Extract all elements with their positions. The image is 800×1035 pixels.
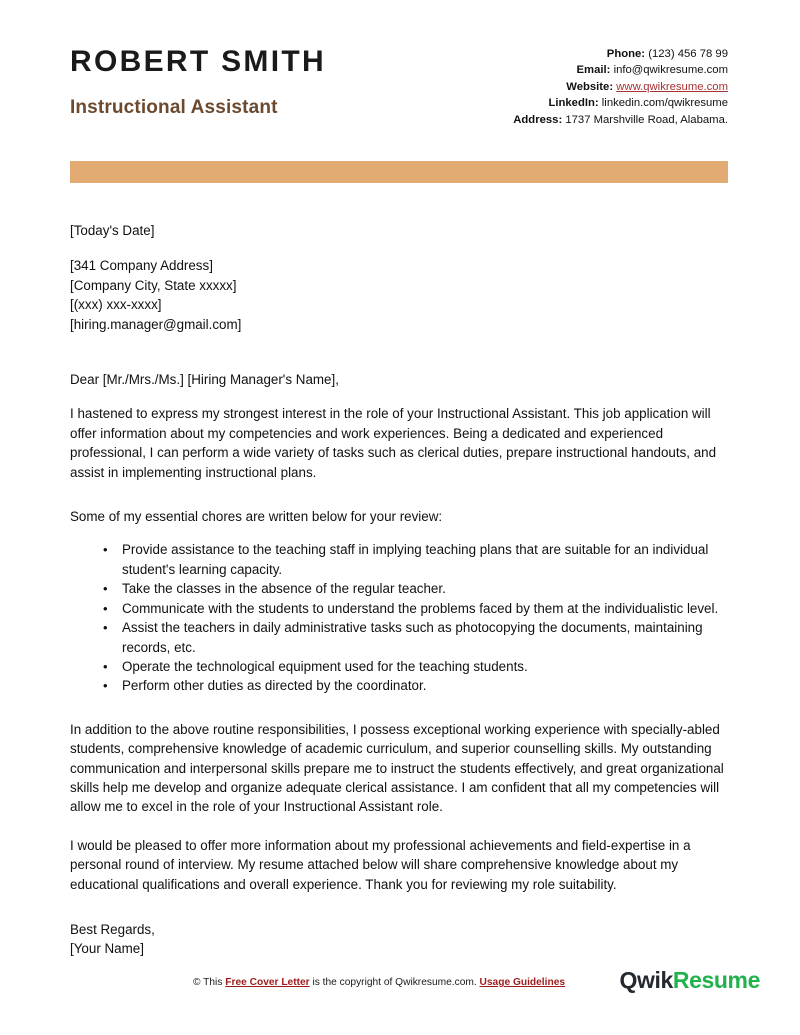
contact-label-linkedin: LinkedIn: xyxy=(548,97,599,110)
bullet-icon: • xyxy=(103,658,108,674)
contact-label-address: Address: xyxy=(513,113,563,126)
header-accent-bar xyxy=(70,161,728,183)
contact-value-website-link[interactable]: www.qwikresume.com xyxy=(616,80,728,93)
list-item-text: Communicate with the students to understand the problems faced by them at the individualistic level. xyxy=(122,600,719,616)
bullet-icon: • xyxy=(103,581,108,597)
list-item-text: Take the classes in the absence of the regular teacher. xyxy=(122,581,446,597)
list-item-text: Provide assistance to the teaching staff in implying teaching plans that are suitable for an individual student's learning capacity. xyxy=(122,542,709,577)
contact-row-website xyxy=(513,79,728,95)
document-footer xyxy=(0,965,800,1013)
logo-text-qwik: Qwik xyxy=(619,967,673,993)
signature-name: [Your Name] xyxy=(70,941,144,957)
letter-date: [Today's Date] xyxy=(70,223,155,238)
letter-closing-paragraph: I would be pleased to offer more information about my professional achievements and field-expertise in a personal round of interview. My resume attached below will share comprehensive knowledge about my educational qualifications and overall experience. Thank you for reviewing my role suitability. xyxy=(70,837,691,892)
contact-value-phone: (123) 456 78 99 xyxy=(648,48,728,60)
identity-block xyxy=(70,42,326,119)
copyright-prefix: This xyxy=(203,977,223,988)
list-item xyxy=(70,540,730,579)
contact-details xyxy=(513,42,728,128)
list-item-text: Operate the technological equipment used for the teaching students. xyxy=(122,658,528,674)
bullet-icon: • xyxy=(103,542,108,558)
sign-off: Best Regards, xyxy=(70,921,155,937)
recipient-line: [hiring.manager@gmail.com] xyxy=(70,316,242,332)
bullet-icon: • xyxy=(103,678,108,694)
contact-row-phone xyxy=(513,46,728,62)
list-item xyxy=(70,657,730,676)
usage-guidelines-link[interactable]: Usage Guidelines xyxy=(479,977,566,988)
qwikresume-logo[interactable] xyxy=(620,967,760,994)
document-header xyxy=(0,0,800,128)
letter-body-paragraph: In addition to the above routine responsibilities, I possess exceptional working experience with specially-abled students, comprehensive knowledge of academic curriculum, and superior counselling skills. My outstanding communication and interpersonal skills prepare me to instruct the students effectively, and great organizational skills help me develop and organize adequate clerical assistance. I am confident that all my competencies will allow me to excel in the role of your Instructional Assistant role. xyxy=(70,721,724,815)
signature-block xyxy=(70,920,730,959)
letter-intro-paragraph: I hastened to express my strongest interest in the role of your Instructional Assistant. This job application will offer information about my competencies and work experiences. Being a dedicated and experienced professional, I can perform a wide variety of tasks such as clerical duties, prepare instructional handouts, and assist in implementing instructional plans. xyxy=(70,406,717,480)
list-item xyxy=(70,599,730,618)
recipient-line: [341 Company Address] xyxy=(70,258,213,274)
logo-text-resume: Resume xyxy=(672,967,760,993)
list-item xyxy=(70,676,730,695)
contact-row-linkedin xyxy=(513,95,728,111)
contact-row-email xyxy=(513,62,728,78)
bullet-icon: • xyxy=(103,600,108,616)
contact-value-email: info@qwikresume.com xyxy=(613,64,728,77)
contact-label-website: Website: xyxy=(566,80,614,93)
letter-salutation: Dear [Mr./Mrs./Ms.] [Hiring Manager's Name], xyxy=(70,372,339,388)
duties-list xyxy=(70,540,730,695)
list-item-text: Assist the teachers in daily administrative tasks such as photocopying the documents, maintaining records, etc. xyxy=(122,620,703,655)
recipient-address-block xyxy=(70,256,730,334)
contact-label-phone: Phone: xyxy=(606,48,646,60)
duties-lead-in: Some of my essential chores are written below for your review: xyxy=(70,509,443,525)
recipient-line: [Company City, State xxxxx] xyxy=(70,277,237,293)
contact-value-address: 1737 Marshville Road, Alabama. xyxy=(565,113,728,126)
bullet-icon: • xyxy=(103,620,108,636)
letter-body xyxy=(70,221,730,959)
free-cover-letter-link[interactable]: Free Cover Letter xyxy=(225,977,310,988)
contact-value-linkedin: linkedin.com/qwikresume xyxy=(601,97,728,110)
copyright-middle-text: is the copyright of Qwikresume.com. xyxy=(312,977,477,988)
list-item-text: Perform other duties as directed by the coordinator. xyxy=(122,678,427,694)
applicant-job-title: Instructional Assistant xyxy=(70,96,278,118)
footer-copyright-line xyxy=(193,976,565,990)
contact-row-address xyxy=(513,112,728,128)
copyright-icon: © xyxy=(193,977,201,988)
recipient-line: [(xxx) xxx-xxxx] xyxy=(70,297,162,313)
applicant-name: ROBERT SMITH xyxy=(70,45,326,78)
list-item xyxy=(70,579,730,598)
list-item xyxy=(70,618,730,657)
contact-label-email: Email: xyxy=(576,64,611,77)
